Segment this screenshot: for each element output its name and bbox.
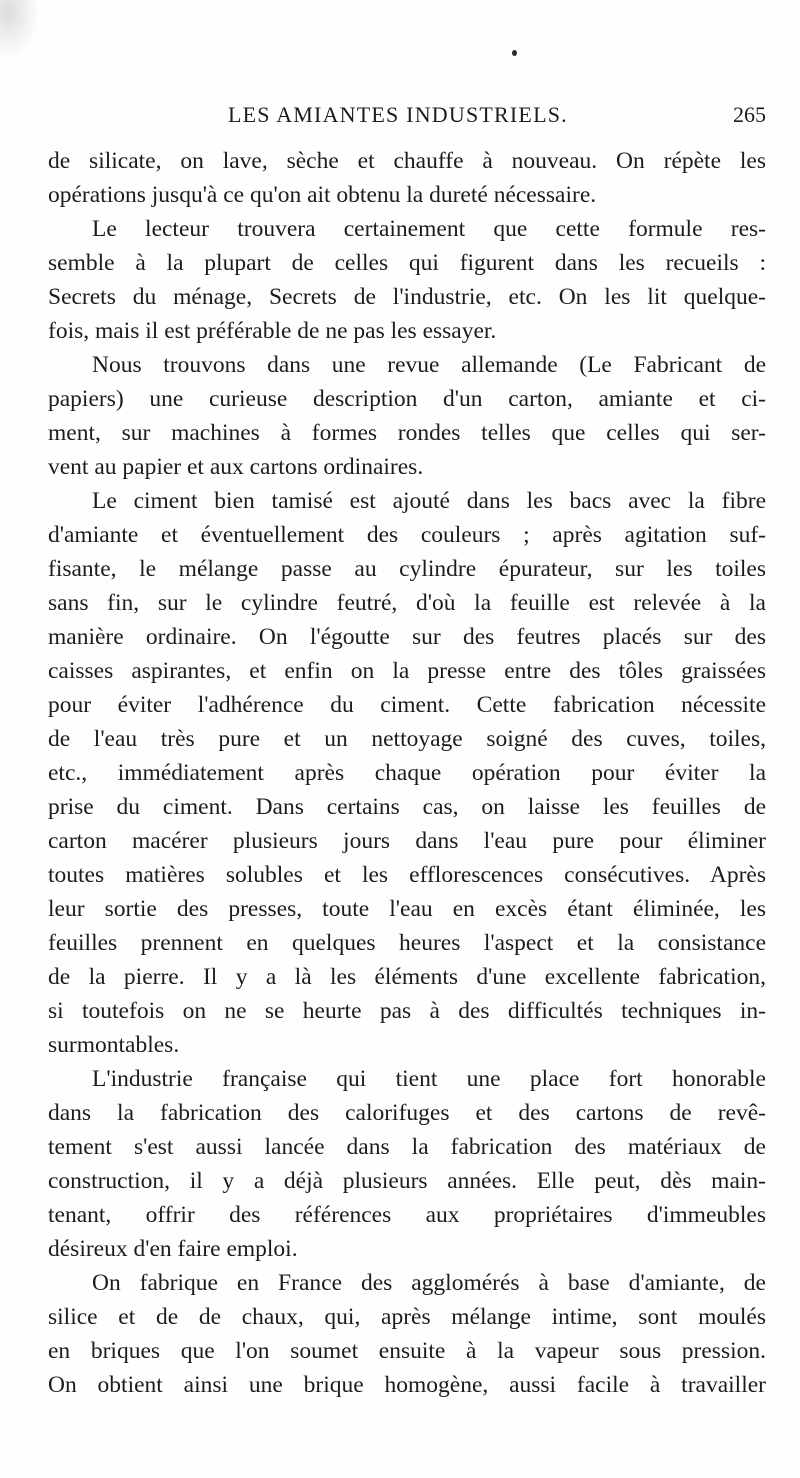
text-line: vent au papier et aux cartons ordinaires. (48, 454, 424, 480)
body-text (48, 144, 766, 1402)
text-line: L'industrie française qui tient une place fort honorable (92, 1066, 766, 1092)
text-line: dans la fabrication des calorifuges et des cartons de revê- (48, 1100, 766, 1126)
text-line: Secrets du ménage, Secrets de l'industrie, etc. On les lit quelque- (48, 284, 766, 310)
text-line: papiers) une curieuse description d'un carton, amiante et ci- (48, 386, 766, 412)
text-line: désireux d'en faire emploi. (48, 1236, 298, 1262)
text-line: de la pierre. Il y a là les éléments d'une excellente fabrication, (48, 964, 766, 990)
text-line: toutes matières solubles et les efflorescences consécutives. Après (48, 862, 766, 888)
text-line: manière ordinaire. On l'égoutte sur des feutres placés sur des (48, 624, 766, 650)
page-stain (0, 0, 40, 60)
text-line: carton macérer plusieurs jours dans l'eau pure pour éliminer (48, 828, 766, 854)
text-line: silice et de de chaux, qui, après mélange intime, sont moulés (48, 1304, 766, 1330)
running-title: LES AMIANTES INDUSTRIELS. (228, 102, 568, 127)
text-line: de silicate, on lave, sèche et chauffe à nouveau. On répète les (48, 148, 766, 174)
text-line: fois, mais il est préférable de ne pas les essayer. (48, 318, 497, 344)
ink-dot (512, 50, 517, 56)
text-line: en briques que l'on soumet ensuite à la vapeur sous pression. (48, 1338, 766, 1364)
text-line: d'amiante et éventuellement des couleurs ; après agitation suf- (48, 522, 766, 548)
text-line: construction, il y a déjà plusieurs années. Elle peut, dès main- (48, 1168, 766, 1194)
page-header (48, 100, 766, 134)
text-line: caisses aspirantes, et enfin on la presse entre des tôles graissées (48, 658, 766, 684)
text-line: Le lecteur trouvera certainement que cette formule res- (92, 216, 766, 242)
text-line: si toutefois on ne se heurte pas à des difficultés techniques in- (48, 998, 766, 1024)
text-line: semble à la plupart de celles qui figurent dans les recueils : (48, 250, 766, 276)
text-line: On fabrique en France des agglomérés à base d'amiante, de (92, 1270, 766, 1296)
text-line: On obtient ainsi une brique homogène, aussi facile à travailler (48, 1372, 766, 1398)
text-line: opérations jusqu'à ce qu'on ait obtenu la dureté nécessaire. (48, 182, 597, 208)
text-line: tenant, offrir des références aux propriétaires d'immeubles (48, 1202, 766, 1228)
text-line: Le ciment bien tamisé est ajouté dans les bacs avec la fibre (92, 488, 766, 514)
text-line: ment, sur machines à formes rondes telles que celles qui ser- (48, 420, 766, 446)
text-line: surmontables. (48, 1032, 180, 1058)
page-number: 265 (733, 102, 766, 127)
text-line: sans fin, sur le cylindre feutré, d'où la feuille est relevée à la (48, 590, 766, 616)
text-line: tement s'est aussi lancée dans la fabrication des matériaux de (48, 1134, 766, 1160)
text-line: feuilles prennent en quelques heures l'aspect et la consistance (48, 930, 766, 956)
text-line: de l'eau très pure et un nettoyage soigné des cuves, toiles, (48, 726, 766, 752)
text-line: leur sortie des presses, toute l'eau en excès étant éliminée, les (48, 896, 766, 922)
text-line: Nous trouvons dans une revue allemande (Le Fabricant de (92, 352, 766, 378)
text-line: etc., immédiatement après chaque opération pour éviter la (48, 760, 766, 786)
text-line: fisante, le mélange passe au cylindre épurateur, sur les toiles (48, 556, 766, 582)
text-line: pour éviter l'adhérence du ciment. Cette fabrication nécessite (48, 692, 766, 718)
text-line: prise du ciment. Dans certains cas, on laisse les feuilles de (48, 794, 766, 820)
